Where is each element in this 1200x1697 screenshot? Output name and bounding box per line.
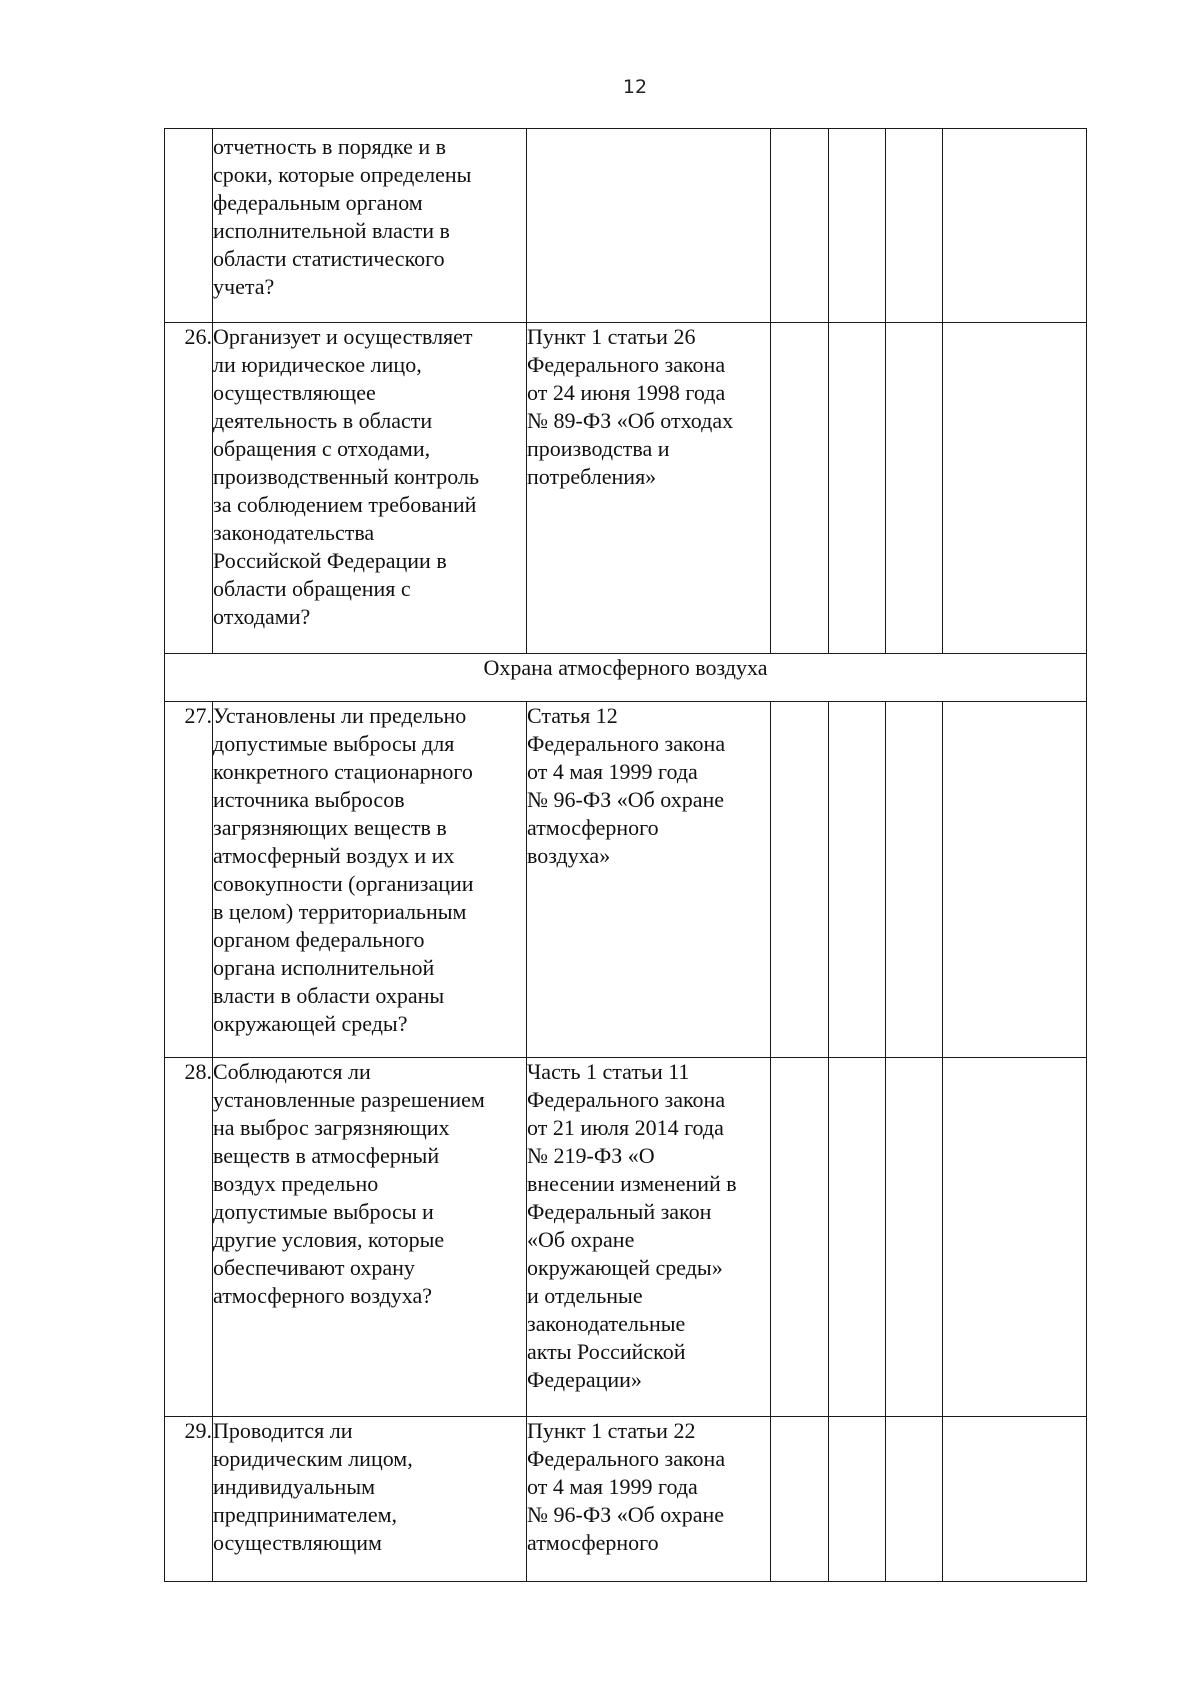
notes-cell <box>943 1058 1087 1417</box>
row-number: 27. <box>165 702 213 1058</box>
section-header-row <box>165 654 1087 702</box>
law-reference-cell: Часть 1 статьи 11 Федерального закона от 21 июля 2014 года № 219-ФЗ «О внесении изменений в Федеральный закон «Об охране окружающей среды» и отдельные законодательные акты Российской Федерации» <box>527 1058 771 1417</box>
table-row-26 <box>165 323 1087 654</box>
section-heading: Охрана атмосферного воздуха <box>165 654 1087 702</box>
answer-yes-cell <box>771 1417 829 1582</box>
notes-cell <box>943 1417 1087 1582</box>
answer-no-cell <box>829 1058 886 1417</box>
table-row-28 <box>165 1058 1087 1417</box>
page-number: 12 <box>622 76 648 98</box>
table-row-27 <box>165 702 1087 1058</box>
row-number: 26. <box>165 323 213 654</box>
table-row-29 <box>165 1417 1087 1582</box>
notes-cell <box>943 323 1087 654</box>
answer-no-cell <box>829 1417 886 1582</box>
law-reference-cell: Пункт 1 статьи 22 Федерального закона от 4 мая 1999 года № 96-ФЗ «Об охране атмосферного <box>527 1417 771 1582</box>
question-cell: отчетность в порядке и в сроки, которые определены федеральным органом исполнительной власти в области статистического учета? <box>213 129 527 323</box>
law-reference-cell <box>527 129 771 323</box>
answer-yes-cell <box>771 323 829 654</box>
answer-yes-cell <box>771 1058 829 1417</box>
table-row-continuation <box>165 129 1087 323</box>
law-reference-cell: Пункт 1 статьи 26 Федерального закона от 24 июня 1998 года № 89-ФЗ «Об отходах производства и потребления» <box>527 323 771 654</box>
notes-cell <box>943 702 1087 1058</box>
answer-na-cell <box>886 1417 943 1582</box>
answer-na-cell <box>886 129 943 323</box>
answer-no-cell <box>829 702 886 1058</box>
law-reference-cell: Статья 12 Федерального закона от 4 мая 1999 года № 96-ФЗ «Об охране атмосферного воздуха» <box>527 702 771 1058</box>
answer-na-cell <box>886 702 943 1058</box>
checklist-table <box>164 128 1087 1582</box>
notes-cell <box>943 129 1087 323</box>
row-number: 29. <box>165 1417 213 1582</box>
answer-no-cell <box>829 323 886 654</box>
question-cell: Установлены ли предельно допустимые выбросы для конкретного стационарного источника выбросов загрязняющих веществ в атмосферный воздух и их совокупности (организации в целом) территориальным органом федерального органа исполнительной власти в области охраны окружающей среды? <box>213 702 527 1058</box>
row-number <box>165 129 213 323</box>
answer-na-cell <box>886 323 943 654</box>
question-cell: Соблюдаются ли установленные разрешением на выброс загрязняющих веществ в атмосферный воздух предельно допустимые выбросы и другие условия, которые обеспечивают охрану атмосферного воздуха? <box>213 1058 527 1417</box>
answer-yes-cell <box>771 702 829 1058</box>
answer-yes-cell <box>771 129 829 323</box>
answer-no-cell <box>829 129 886 323</box>
row-number: 28. <box>165 1058 213 1417</box>
question-cell: Проводится ли юридическим лицом, индивидуальным предпринимателем, осуществляющим <box>213 1417 527 1582</box>
question-cell: Организует и осуществляет ли юридическое лицо, осуществляющее деятельность в области обращения с отходами, производственный контроль за соблюдением требований законодательства Российской Федерации в области обращения с отходами? <box>213 323 527 654</box>
answer-na-cell <box>886 1058 943 1417</box>
